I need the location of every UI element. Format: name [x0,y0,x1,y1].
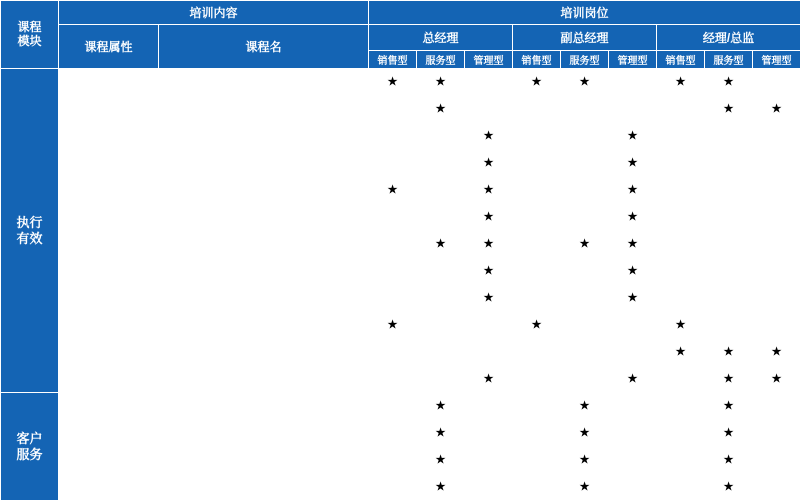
star-icon: ★ [436,238,446,250]
course-post-mark-cell [465,285,513,312]
course-post-mark-cell [705,366,753,393]
star-icon: ★ [724,400,734,412]
star-icon: ★ [484,265,494,277]
course-post-mark-cell [657,123,705,150]
course-module-line2: 有效 [1,231,58,247]
star-icon: ★ [676,346,686,358]
course-post-mark-cell [705,258,753,285]
course-post-mark-cell [609,285,657,312]
course-post-mark-cell [417,393,465,420]
course-attribute-cell: 职能提升 [59,285,159,312]
course-post-mark-cell [417,420,465,447]
course-post-mark-cell [753,150,800,177]
course-post-mark-cell [753,231,800,258]
star-icon: ★ [532,76,542,88]
star-icon: ★ [724,481,734,493]
course-post-mark-cell [609,420,657,447]
table-row [1,150,800,177]
course-post-mark-cell [705,339,753,366]
course-post-mark-cell [705,204,753,231]
course-post-mark-cell [609,150,657,177]
course-post-mark-cell [417,339,465,366]
table-row [1,285,800,312]
course-post-mark-cell [705,96,753,123]
course-post-mark-cell [753,366,800,393]
course-post-mark-cell [753,96,800,123]
course-post-mark-cell [753,420,800,447]
course-post-mark-cell [369,420,417,447]
course-post-mark-cell [465,150,513,177]
table-row [1,312,800,339]
star-icon: ★ [724,454,734,466]
course-post-mark-cell [657,150,705,177]
course-post-mark-cell [417,204,465,231]
course-post-mark-cell [369,231,417,258]
course-post-mark-cell [417,231,465,258]
course-attribute-cell: 职能提升 [59,177,159,204]
star-icon: ★ [436,454,446,466]
course-post-mark-cell [465,366,513,393]
star-icon: ★ [628,373,638,385]
star-icon: ★ [724,373,734,385]
star-icon: ★ [484,373,494,385]
course-name-cell: 《领导者的高效执行力》 [159,123,369,150]
table-row [1,177,800,204]
course-name-cell: 《赢在执行-卓越执行力》 [159,69,369,96]
course-post-mark-cell [513,204,561,231]
course-post-mark-cell [369,123,417,150]
course-post-mark-cell [753,123,800,150]
course-post-mark-cell [609,69,657,96]
course-post-mark-cell [561,69,609,96]
course-post-mark-cell [705,312,753,339]
course-post-mark-cell [609,231,657,258]
header-course-attribute: 课程属性 [59,25,159,69]
course-post-mark-cell [465,96,513,123]
course-post-mark-cell [513,177,561,204]
course-post-mark-cell [417,123,465,150]
course-post-mark-cell [465,177,513,204]
course-post-mark-cell [705,447,753,474]
course-module-line1: 客户 [1,431,58,447]
course-post-mark-cell [609,366,657,393]
star-icon: ★ [484,238,494,250]
table-row [1,96,800,123]
star-icon: ★ [436,103,446,115]
star-icon: ★ [580,76,590,88]
course-post-mark-cell [369,447,417,474]
course-post-mark-cell [417,150,465,177]
star-icon: ★ [628,265,638,277]
header-post-general-manager: 总经理 [369,25,513,51]
course-post-mark-cell [753,258,800,285]
course-attribute-cell: 职能提升 [59,231,159,258]
star-icon: ★ [676,76,686,88]
course-post-mark-cell [369,474,417,501]
course-post-mark-cell [513,258,561,285]
header-row-subgroups [1,25,800,51]
header-post-deputy-general-manager: 副总经理 [513,25,657,51]
course-post-mark-cell [369,339,417,366]
star-icon: ★ [484,292,494,304]
course-post-mark-cell [369,96,417,123]
course-post-mark-cell [561,393,609,420]
course-post-mark-cell [513,474,561,501]
course-post-mark-cell [417,447,465,474]
star-icon: ★ [580,481,590,493]
course-post-mark-cell [657,393,705,420]
course-post-mark-cell [513,366,561,393]
star-icon: ★ [580,400,590,412]
course-post-mark-cell [705,393,753,420]
course-post-mark-cell [561,312,609,339]
course-post-mark-cell [705,285,753,312]
course-post-mark-cell [513,420,561,447]
star-icon: ★ [484,211,494,223]
course-post-mark-cell [513,393,561,420]
course-name-cell: 《基层主管执行力自发与培养》 [159,339,369,366]
course-post-mark-cell [369,204,417,231]
star-icon: ★ [724,427,734,439]
course-post-mark-cell [417,474,465,501]
course-post-mark-cell [657,285,705,312]
course-post-mark-cell [753,69,800,96]
star-icon: ★ [676,319,686,331]
course-post-mark-cell [465,447,513,474]
table-header [1,1,800,69]
course-attribute-cell: 服务礼仪 [59,447,159,474]
table-row [1,447,800,474]
course-post-mark-cell [369,312,417,339]
course-post-mark-cell [417,69,465,96]
course-post-mark-cell [513,285,561,312]
course-post-mark-cell [369,393,417,420]
course-post-mark-cell [513,447,561,474]
course-name-cell: 《赢在思维力+执行力》 [159,366,369,393]
course-post-mark-cell [705,231,753,258]
table-row [1,123,800,150]
course-post-mark-cell [705,150,753,177]
course-post-mark-cell [561,150,609,177]
course-module-cell [1,393,59,501]
course-post-mark-cell [561,177,609,204]
header-course-name: 课程名 [159,25,369,69]
course-name-cell: 《如何打造真有执行力的中层管理者》 [159,231,369,258]
course-post-mark-cell [561,474,609,501]
course-post-mark-cell [753,474,800,501]
table-row [1,231,800,258]
course-name-cell: 《超越执行满—让制度自动执行》 [159,150,369,177]
course-post-mark-cell [657,231,705,258]
course-name-cell: 《执行力之突破与提升》 [159,285,369,312]
star-icon: ★ [628,292,638,304]
course-post-mark-cell [369,69,417,96]
star-icon: ★ [436,400,446,412]
course-post-mark-cell [609,204,657,231]
course-post-mark-cell [609,312,657,339]
star-icon: ★ [580,454,590,466]
star-icon: ★ [388,76,398,88]
course-attribute-cell: 职能提升 [59,339,159,366]
course-post-mark-cell [609,177,657,204]
header-course-module-line1: 课程 [1,21,58,35]
course-post-mark-cell [369,150,417,177]
star-icon: ★ [388,184,398,196]
course-post-mark-cell [705,69,753,96]
course-module-line2: 服务 [1,447,58,463]
star-icon: ★ [628,211,638,223]
table-row [1,420,800,447]
course-attribute-cell: 职能提升 [59,258,159,285]
course-post-mark-cell [417,312,465,339]
star-icon: ★ [724,76,734,88]
header-course-module-line2: 模块 [1,35,58,49]
course-post-mark-cell [465,123,513,150]
header-dgm-management-type: 管理型 [609,51,657,69]
header-mgr-service-type: 服务型 [705,51,753,69]
course-post-mark-cell [657,366,705,393]
course-post-mark-cell [513,123,561,150]
course-post-mark-cell [465,474,513,501]
course-name-cell: 《中高层干部核心管理技能-绝对执行力》 [159,258,369,285]
course-post-mark-cell [369,258,417,285]
course-post-mark-cell [753,339,800,366]
star-icon: ★ [484,157,494,169]
course-post-mark-cell [609,96,657,123]
course-post-mark-cell [657,96,705,123]
course-post-mark-cell [465,393,513,420]
table-row [1,474,800,501]
course-post-mark-cell [513,150,561,177]
star-icon: ★ [724,346,734,358]
star-icon: ★ [628,130,638,142]
table-row [1,339,800,366]
course-post-mark-cell [753,204,800,231]
table-body [1,69,800,501]
table-row [1,366,800,393]
header-gm-service-type: 服务型 [417,51,465,69]
star-icon: ★ [772,103,782,115]
course-post-mark-cell [513,69,561,96]
course-post-mark-cell [657,447,705,474]
course-post-mark-cell [657,474,705,501]
course-post-mark-cell [561,339,609,366]
course-name-cell: 《职业经理的自我执行力提升》 [159,96,369,123]
star-icon: ★ [628,157,638,169]
course-post-mark-cell [609,339,657,366]
course-post-mark-cell [609,258,657,285]
course-post-mark-cell [465,69,513,96]
course-post-mark-cell [609,393,657,420]
course-post-mark-cell [561,258,609,285]
course-post-mark-cell [465,258,513,285]
star-icon: ★ [580,427,590,439]
header-group-training-post: 培训岗位 [369,1,800,25]
course-post-mark-cell [753,393,800,420]
course-post-mark-cell [369,285,417,312]
course-post-mark-cell [657,339,705,366]
course-post-mark-cell [609,123,657,150]
course-post-mark-cell [513,312,561,339]
course-module-line1: 执行 [1,215,58,231]
course-post-mark-cell [561,420,609,447]
header-row-groups [1,1,800,25]
star-icon: ★ [484,130,494,142]
star-icon: ★ [724,103,734,115]
course-attribute-cell: 服务技巧 [59,420,159,447]
course-post-mark-cell [561,366,609,393]
course-post-mark-cell [417,177,465,204]
course-name-cell: 《职业化服务礼仪》 [159,447,369,474]
course-attribute-cell: 服务技巧 [59,474,159,501]
course-post-mark-cell [753,447,800,474]
course-post-mark-cell [609,447,657,474]
course-post-mark-cell [465,339,513,366]
course-post-mark-cell [705,123,753,150]
star-icon: ★ [436,427,446,439]
star-icon: ★ [772,346,782,358]
course-attribute-cell: 职能提升 [59,96,159,123]
header-dgm-service-type: 服务型 [561,51,609,69]
star-icon: ★ [436,76,446,88]
course-post-mark-cell [369,366,417,393]
course-post-mark-cell [465,312,513,339]
star-icon: ★ [628,184,638,196]
star-icon: ★ [388,319,398,331]
course-name-cell: 《卓越销售团队执行力特训》 [159,312,369,339]
course-post-mark-cell [753,312,800,339]
table-row [1,204,800,231]
course-post-mark-cell [657,204,705,231]
header-mgr-sales-type: 销售型 [657,51,705,69]
course-post-mark-cell [417,366,465,393]
course-name-cell: 《客户服务全攻略》 [159,393,369,420]
course-attribute-cell: 职能提升 [59,312,159,339]
course-post-mark-cell [561,123,609,150]
course-name-cell: 《顾客满意度提升策略》 [159,474,369,501]
course-post-mark-cell [657,420,705,447]
course-attribute-cell: 职能提升 [59,123,159,150]
course-attribute-cell: 职能提升 [59,204,159,231]
star-icon: ★ [772,373,782,385]
course-post-mark-cell [657,69,705,96]
course-post-mark-cell [657,312,705,339]
course-post-mark-cell [417,258,465,285]
course-name-cell: 《高效经理人的执行力训练》 [159,204,369,231]
course-post-mark-cell [417,285,465,312]
header-mgr-management-type: 管理型 [753,51,800,69]
course-post-mark-cell [513,339,561,366]
header-gm-management-type: 管理型 [465,51,513,69]
star-icon: ★ [580,238,590,250]
course-post-mark-cell [465,204,513,231]
course-post-mark-cell [369,177,417,204]
course-attribute-cell: 职能提升 [59,366,159,393]
course-post-mark-cell [657,258,705,285]
star-icon: ★ [436,481,446,493]
course-post-mark-cell [561,96,609,123]
star-icon: ★ [532,319,542,331]
course-attribute-cell: 服务技巧 [59,393,159,420]
course-post-mark-cell [561,285,609,312]
course-post-mark-cell [609,474,657,501]
course-attribute-cell: 职能提升 [59,150,159,177]
table-row [1,393,800,420]
course-post-mark-cell [465,420,513,447]
course-post-mark-cell [417,96,465,123]
course-post-mark-cell [513,96,561,123]
course-post-mark-cell [561,447,609,474]
header-dgm-sales-type: 销售型 [513,51,561,69]
table-row [1,69,800,96]
star-icon: ★ [484,184,494,196]
course-post-mark-cell [513,231,561,258]
header-course-module [1,1,59,69]
header-post-manager-director: 经理/总监 [657,25,800,51]
course-attribute-cell: 职能提升 [59,69,159,96]
star-icon: ★ [628,238,638,250]
course-post-mark-cell [753,285,800,312]
course-name-cell: 《电话服务全攻略》 [159,420,369,447]
course-post-mark-cell [705,474,753,501]
header-group-training-content: 培训内容 [59,1,369,25]
course-post-mark-cell [705,420,753,447]
table-row [1,258,800,285]
header-gm-sales-type: 销售型 [369,51,417,69]
course-post-mark-cell [465,231,513,258]
course-post-mark-cell [561,231,609,258]
course-post-mark-cell [657,177,705,204]
course-module-cell [1,69,59,393]
course-name-cell: 《打造高效执行力》 [159,177,369,204]
course-post-mark-cell [561,204,609,231]
course-post-mark-cell [753,177,800,204]
course-post-mark-cell [705,177,753,204]
